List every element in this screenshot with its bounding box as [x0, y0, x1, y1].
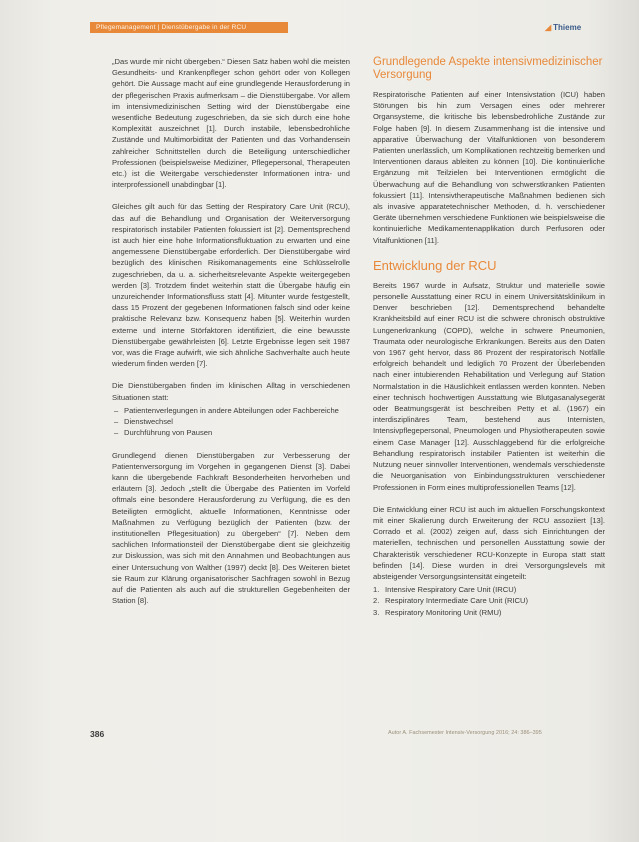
list-item: – Patientenverlegungen in andere Abteilungen oder Fachbereiche	[112, 405, 350, 416]
situation-list	[112, 405, 350, 439]
brand-label: Thieme	[553, 23, 582, 32]
level-list	[373, 584, 605, 618]
publisher-brand	[545, 22, 581, 33]
paragraph: Die Dienstübergaben finden im klinischen Alltag in verschiedenen Situationen statt:	[112, 381, 350, 402]
list-item: 3. Respiratory Monitoring Unit (RMU)	[373, 607, 502, 617]
paragraph: Die Entwicklung einer RCU ist auch im aktuellen Forschungskontext mit einer Skalierung durch Erweiterung der RCU assoziiert [13]. Corrado et al. (2002) zeigen auf, dass sich Einrichtungen der materiellen, technischen und personellen Ausstattung sowie der Charakteristik verschiedener RCU-Konzepte in Europa statt statt befinden [14]. Diese wurden in drei Versorgungslevels mit absteigender Versorgungsintensität eingeteilt:	[373, 504, 605, 581]
section-heading: Entwicklung der RCU	[373, 257, 497, 273]
paragraph: „Das wurde mir nicht übergeben.“ Diesen Satz haben wohl die meisten Gesundheits- und Krankenpfleger schon gehört oder von Kollegen gehört. Die Aussage macht auf eine grundlegende Herausforderung in der pflegerischen Praxis aufmerksam – die Dienstübergabe. Vor allem im intensivmedizinischen Setting wird der Dienstübergabe eine wesentliche Bedeutung zugeschrieben, da sie sich durch eine hohe Komplexität auszeichnet [1]. Durch instabile, lebensbedrohliche Zustände und Multimorbidität der Patienten und das Vorhandensein zahlreicher Schnittstellen durch die Beteiligung unterschiedlicher Professionen (beispielsweise Mediziner, Pflegepersonal, Therapeuten etc.) ist die Weitergabe verschiedenster Informationen intra- und interprofessionell unabdingbar [1].	[112, 57, 350, 190]
list-item: 2. Respiratory Intermediate Care Unit (RICU)	[373, 596, 529, 606]
list-item: 1. Intensive Respiratory Care Unit (IRCU)	[373, 585, 517, 595]
paragraph: Gleiches gilt auch für das Setting der Respiratory Care Unit (RCU), das auf die Behandlung und Organisation der Weiterversorgung respiratorisch instabiler Patienten fokussiert ist [2]. Dementsprechend ist auch hier eine hohe Informationsfluktuation zu erwarten und eine angemessene Dienstübergabe erforderlich. Der Dienstübergabe wird bezüglich des klinischen Risikomanagements eine Schlüsselrolle zugeschrieben, da u. a. sicherheitsrelevante Aspekte weitergegeben werden [3]. Trotzdem findet weiterhin statt die Übergabe häufig ein unzureichender Informationsfluss statt [4]. Mitunter wurde festgestellt, dass 15 Prozent der gegebenen Informationen falsch sind oder keine praktische Relevanz bzw. Konsequenz haben [5]. Weiterhin wurden externe und interne Störfaktoren identifiziert, die eine bewusste Dienstübergabe gewährleisten [6]. Letzte Ergebnisse legen seit 1987 vor, was die Frage aufwirft, wie sich ähnliche Sachverhalte auch heute wiederum finden werden [7].	[112, 202, 350, 369]
section-heading: Grundlegende Aspekte intensivmedizinischer Versorgung	[373, 56, 603, 81]
page-number: 386	[90, 729, 105, 739]
paragraph: Respiratorische Patienten auf einer Intensivstation (ICU) haben Störungen bis hin zum Versagen eines oder mehrerer Organsysteme, die kritische bis lebensbedrohliche Zustände zur Folge haben [9]. In diesem Zusammenhang ist die intensive und apparative Überwachung der Vitalfunktionen von besonderem Patienten unerlässlich, um Komplikationen rechtzeitig bemerken und Interventionen daraus ableiten zu können [10]. Die kontinuierliche Ergänzung mit Teilzielen bei Interventionen ermöglicht die Überwachung auf die Behandlung von schwerstkranken Patienten fokussiert [11]. Intensivtherapeutische Maßnahmen bedienen sich als invasive apparatetechnischer Methoden, d. h. verschiedener Geräte übernehmen verschiedene Funktionen wie beispielsweise die kontinuierliche Medikamentenapplikation durch Perfusoren oder Vitalfunktionen [11].	[373, 90, 605, 245]
paragraph: Bereits 1967 wurde in Aufsatz, Struktur und materielle sowie personelle Ausstattung einer RCU in einem Universitätsklinikum in Denver beschrieben [12]. Dementsprechend behandelte Krankheitsbild auf einer RCU ist die schwere chronisch obstruktive Lungenerkrankung (COPD), welche in schwere Pneumonien, Traumata oder neurologische Erkrankungen. Bereits aus den Daten von 1967 geht hervor, dass 86 Prozent der respiratorisch Notfälle erfolgreich behandelt und lediglich 70 Prozent der Überlebenden nach einer intubierenden Rehabilitation und Verlegung auf Station Normalstation in die Häuslichkeit entlassen werden konnten. Neben einer technisch hochwertigen Ausstattung wie Blutgasanalysegerät oder Beatmungsgerät ist beschreiben Petty et al. (1967) ein interdisziplinäres Team, bestehend aus Internisten, Intensivpflegepersonal, Pneumologen und Physiotherapeuten sowie einem Case Manager [12]. Ausschlaggebend für die erfolgreiche Behandlung respiratorisch instabiler Patienten ist weiterhin die Nutzung neuer sinnvoller Interventionen, wendemals verschiedenste die Neuorganisation von Einbindungsstrukturen verschiedener Professionen in Form eines multiprofessionellen Teams [12].	[373, 280, 605, 492]
right-column	[373, 56, 605, 629]
list-item: – Dienstwechsel	[112, 416, 350, 427]
list-item: – Durchführung von Pausen	[112, 427, 350, 438]
brand-mark-icon: ◢	[545, 23, 552, 32]
paragraph: Grundlegend dienen Dienstübergaben zur Verbesserung der Patientenversorgung im Vorgehen in gegangenen Dienst [3]. Dabei kann die übergebende Fachkraft Besonderheiten hervorheben und erläutern [3]. Jedoch „stellt die Übergabe des Patienten im Vorfeld oftmals eine besondere Herausforderung zu Verfügung, die es den Beteiligten ermöglicht, aktuelle Informationen, Kenntnisse oder Maßnahmen zu Verfügung bezüglich der Patienten (bzw. der institutionellen Pflegesituation) zu übergeben“ [7]. Neben dem sachlichen Informationsteil der Dienstübergabe dient sie gleichzeitig zur Diskussion, was sich mit den Annahmen und Beobachtungen aus einer Untersuchung von Walther (1997) deckt [8]. Des Weiteren bietet sie Raum zur Klärung organisatorischer Sachfragen sowohl in Bezug auf die Patienten als auch auf die strukturellen Gegebenheiten der Station [8].	[112, 450, 350, 606]
running-title: Pflegemanagement | Dienstübergabe in der RCU	[96, 24, 247, 31]
left-column	[112, 56, 350, 617]
footer-citation: Autor A. Fachsemester Intensiv-Versorgung 2016; 24: 386–395	[388, 730, 542, 736]
